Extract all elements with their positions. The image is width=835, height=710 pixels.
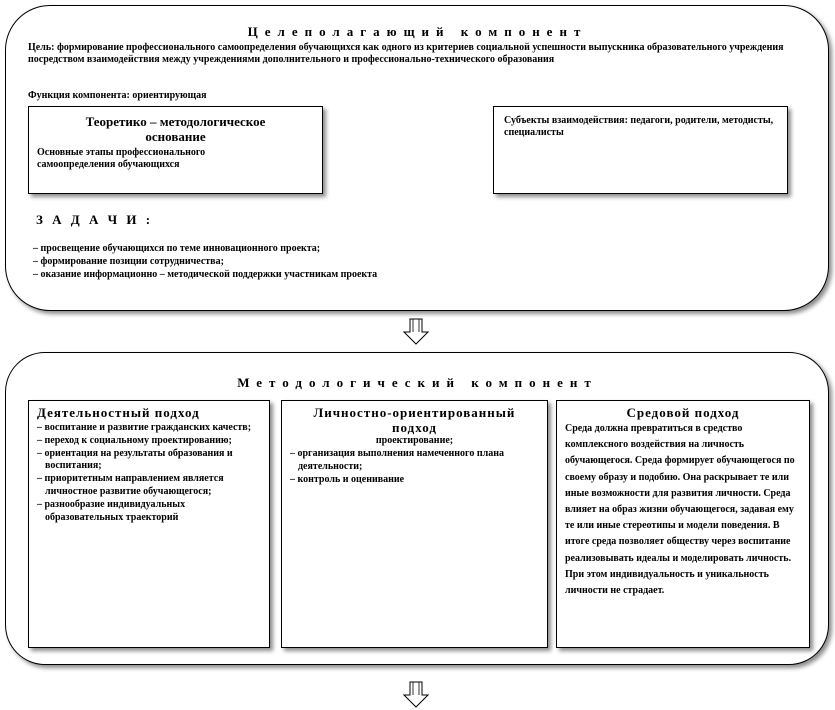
personal-approach-title: Личностно-ориентированный подход [313, 405, 516, 435]
theory-box-text: Основные этапы профессионального самоопределения обучающихся [37, 147, 206, 170]
list-item: – ориентация на результаты образования и воспитания; [37, 448, 263, 474]
list-item: – воспитание и развитие гражданских качеств; [37, 422, 263, 435]
function-text: Функция компонента: ориентирующая [28, 90, 207, 101]
subjects-box [493, 106, 788, 194]
down-arrow-icon [402, 681, 430, 709]
activity-approach-list [37, 422, 263, 524]
theory-box [28, 106, 323, 194]
list-item: – переход к социальному проектированию; [37, 435, 263, 448]
environment-approach-text: Среда должна превратиться в средство комплексного воздействия на личность обучающегося. Среда формирует обучающегося по своему образу и подобию. Она раскрывает те или иные возможности для развития личности. Среда влияет на образ жизни обучающегося, задавая ему те или иные стереотипы и модели поведения. В итоге среда позволяет обществу через воспитание реализовывать идеалы и моделировать личность. При этом индивидуальность и уникальность личности не страдает. [565, 423, 795, 597]
list-item: – организация выполнения намеченного плана деятельности; [290, 448, 520, 474]
goal-text: формирование профессионального самоопределения обучающихся как одного из критериев социальной успешности выпускника образовательного учреждения посредством взаимодействия между учреждениями дополнительного и профессионально-технического образования [28, 42, 784, 65]
environment-approach-box [556, 400, 810, 648]
list-item: – разнообразие индивидуальных образовательных траекторий [37, 499, 263, 525]
theory-box-title: Теоретико – методологическое основание [85, 114, 266, 144]
personal-approach-subtitle: проектирование; [375, 435, 454, 446]
goal-paragraph [28, 42, 808, 66]
personal-approach-list [290, 448, 520, 486]
down-arrow-icon [402, 318, 430, 346]
environment-approach-title: Средовой подход [626, 405, 740, 420]
activity-approach-title: Деятельностный подход [37, 405, 200, 420]
personal-approach-box [281, 400, 548, 648]
tasks-list [33, 243, 793, 281]
list-item: – формирование позиции сотрудничества; [33, 256, 793, 269]
goal-label: Цель: [28, 42, 55, 53]
subjects-box-text: Субъекты взаимодействия: педагоги, родители, методисты, специалисты [504, 115, 774, 138]
list-item: – приоритетным направлением является личностное развитие обучающегося; [37, 473, 263, 499]
list-item: – контроль и оценивание [290, 474, 520, 487]
tasks-title: З А Д А Ч И : [36, 212, 154, 227]
list-item: – просвещение обучающихся по теме инновационного проекта; [33, 243, 793, 256]
activity-approach-box [28, 400, 270, 648]
list-item: – оказание информационно – методической поддержки участникам проекта [33, 269, 793, 282]
goal-component-title: Целеполагающий компонент [247, 24, 588, 39]
methodological-component-title: Методологический компонент [237, 375, 598, 390]
